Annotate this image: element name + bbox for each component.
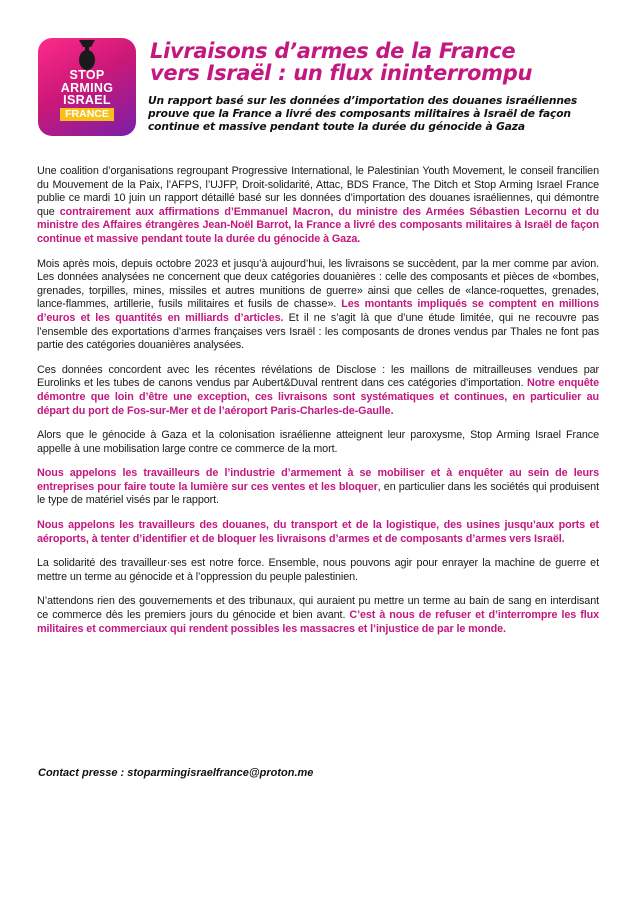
article-body [37, 165, 599, 647]
paragraph-1-text: Une coalition d’organisations regroupant Progressive International, le Palestinian Youth Movement, le conseil francilien du Mouvement de la Paix, l’AFPS, l’UJFP, Droit-solidarité, Attac, BDS France, The Ditch et Stop Arming Israel France publie ce mardi 10 juin un rapport détaillé basé sur les données d’importation des douanes israéliennes, qui démontre que [37, 165, 599, 218]
paragraph-6 [37, 519, 599, 546]
logo-text [38, 69, 136, 107]
paragraph-6-highlight: Nous appelons les travailleurs des douanes, du transport et de la logistique, des usines jusqu’aux ports et aéroports, à tenter d’identifier et de bloquer les livraisons d’armes et de composants d’armes vers Israël. [37, 519, 599, 545]
logo-line-israel: ISRAEL [63, 93, 111, 107]
paragraph-7-text: La solidarité des travailleur·ses est notre force. Ensemble, nous pouvons agir pour enrayer la machine de guerre et mettre un terme au génocide et à l’oppression du peuple palestinien. [37, 557, 599, 583]
title-line-2: vers Israël : un flux ininterrompu [150, 61, 533, 85]
paragraph-5-highlight: Nous appelons les travailleurs de l’industrie d’armement à se mobiliser et à enquêter au sein de leurs entreprises pour faire toute la lumière sur ces ventes et les bloquer [37, 467, 599, 493]
press-contact: Contact presse : stoparmingisraelfrance@proton.me [38, 767, 314, 779]
paragraph-2-text-end: Et il ne s’agit là que d’une étude limitée, qui ne recouvre pas l’ensemble des exportations d’armes françaises vers Israël : les composants de drones vendus par Thales ne font pas partie des catégories douanières analysées. [37, 311, 599, 352]
paragraph-4 [37, 429, 599, 456]
paragraph-7 [37, 557, 599, 584]
page-subtitle: Un rapport basé sur les données d’importation des douanes israéliennes prouve que la France a livré des composants militaires à Israël de façon continue et massive pendant toute la durée du génocide à Gaza [148, 94, 578, 133]
page-title [150, 40, 600, 84]
paragraph-3-text: Ces données concordent avec les récentes révélations de Disclose : les maillons de mitrailleuses vendues par Eurolinks et les tubes de canons vendus par Aubert&Duval rentrent dans ces catégories d’importation. [37, 363, 599, 390]
paragraph-8 [37, 595, 599, 636]
bomb-icon [75, 40, 99, 70]
paragraph-2-highlight: Les montants impliqués se comptent en millions d’euros et les quantités en milliards d’articles. [37, 298, 599, 324]
paragraph-5-text: , en particulier dans les sociétés qui produisent le type de matériel visés par le rapport. [37, 480, 599, 507]
title-line-1: Livraisons d’armes de la France [150, 39, 516, 63]
paragraph-4-text: Alors que le génocide à Gaza et la colonisation israélienne atteignent leur paroxysme, Stop Arming Israel France appelle à une mobilisation large contre ce commerce de la mort. [37, 429, 599, 455]
paragraph-8-highlight: C’est à nous de refuser et d’interrompre les flux militaires et commerciaux qui rendent possibles les massacres et l’injustice de par le monde. [37, 609, 599, 635]
paragraph-5 [37, 467, 599, 508]
paragraph-2-text: Mois après mois, depuis octobre 2023 et jusqu’à aujourd’hui, les livraisons se succèdent, par la mer comme par avion. Les données analysées ne concernent que deux catégories douanières : celle des composants et pièces de «bombes, grenades, torpilles, mines, missiles et autres munitions de guerre» ainsi que celles de «lance-roquettes, grenades, lance-flammes, artillerie, fusils militaires et fusils de chasse». [37, 257, 599, 311]
logo-france-bar: FRANCE [60, 108, 114, 121]
logo-line-stop: STOP [69, 68, 105, 82]
logo-line-arming: ARMING [60, 80, 114, 95]
paragraph-1-highlight: contrairement aux affirmations d’Emmanuel Macron, du ministre des Armées Sébastien Lecornu et du ministre des Affaires étrangères Jean-Noël Barrot, la France a livré des composants militaires à Israël de façon continue et massive pendant toute la durée du génocide à Gaza. [37, 205, 600, 245]
paragraph-3-highlight: Notre enquête démontre que loin d’être une exception, ces livraisons sont systématiques et continues, en particulier au départ du port de Fos-sur-Mer et de l’aéroport Paris-Charles-de-Gaulle. [37, 377, 599, 417]
stop-arming-israel-logo [38, 38, 136, 136]
paragraph-1 [37, 165, 599, 247]
paragraph-2 [37, 258, 599, 353]
paragraph-3 [37, 364, 599, 418]
paragraph-8-text: N’attendons rien des gouvernements et des tribunaux, qui auraient pu mettre un terme au bain de sang en interdisant ce commerce dès les premiers jours du génocide et bien avant. [37, 595, 599, 622]
